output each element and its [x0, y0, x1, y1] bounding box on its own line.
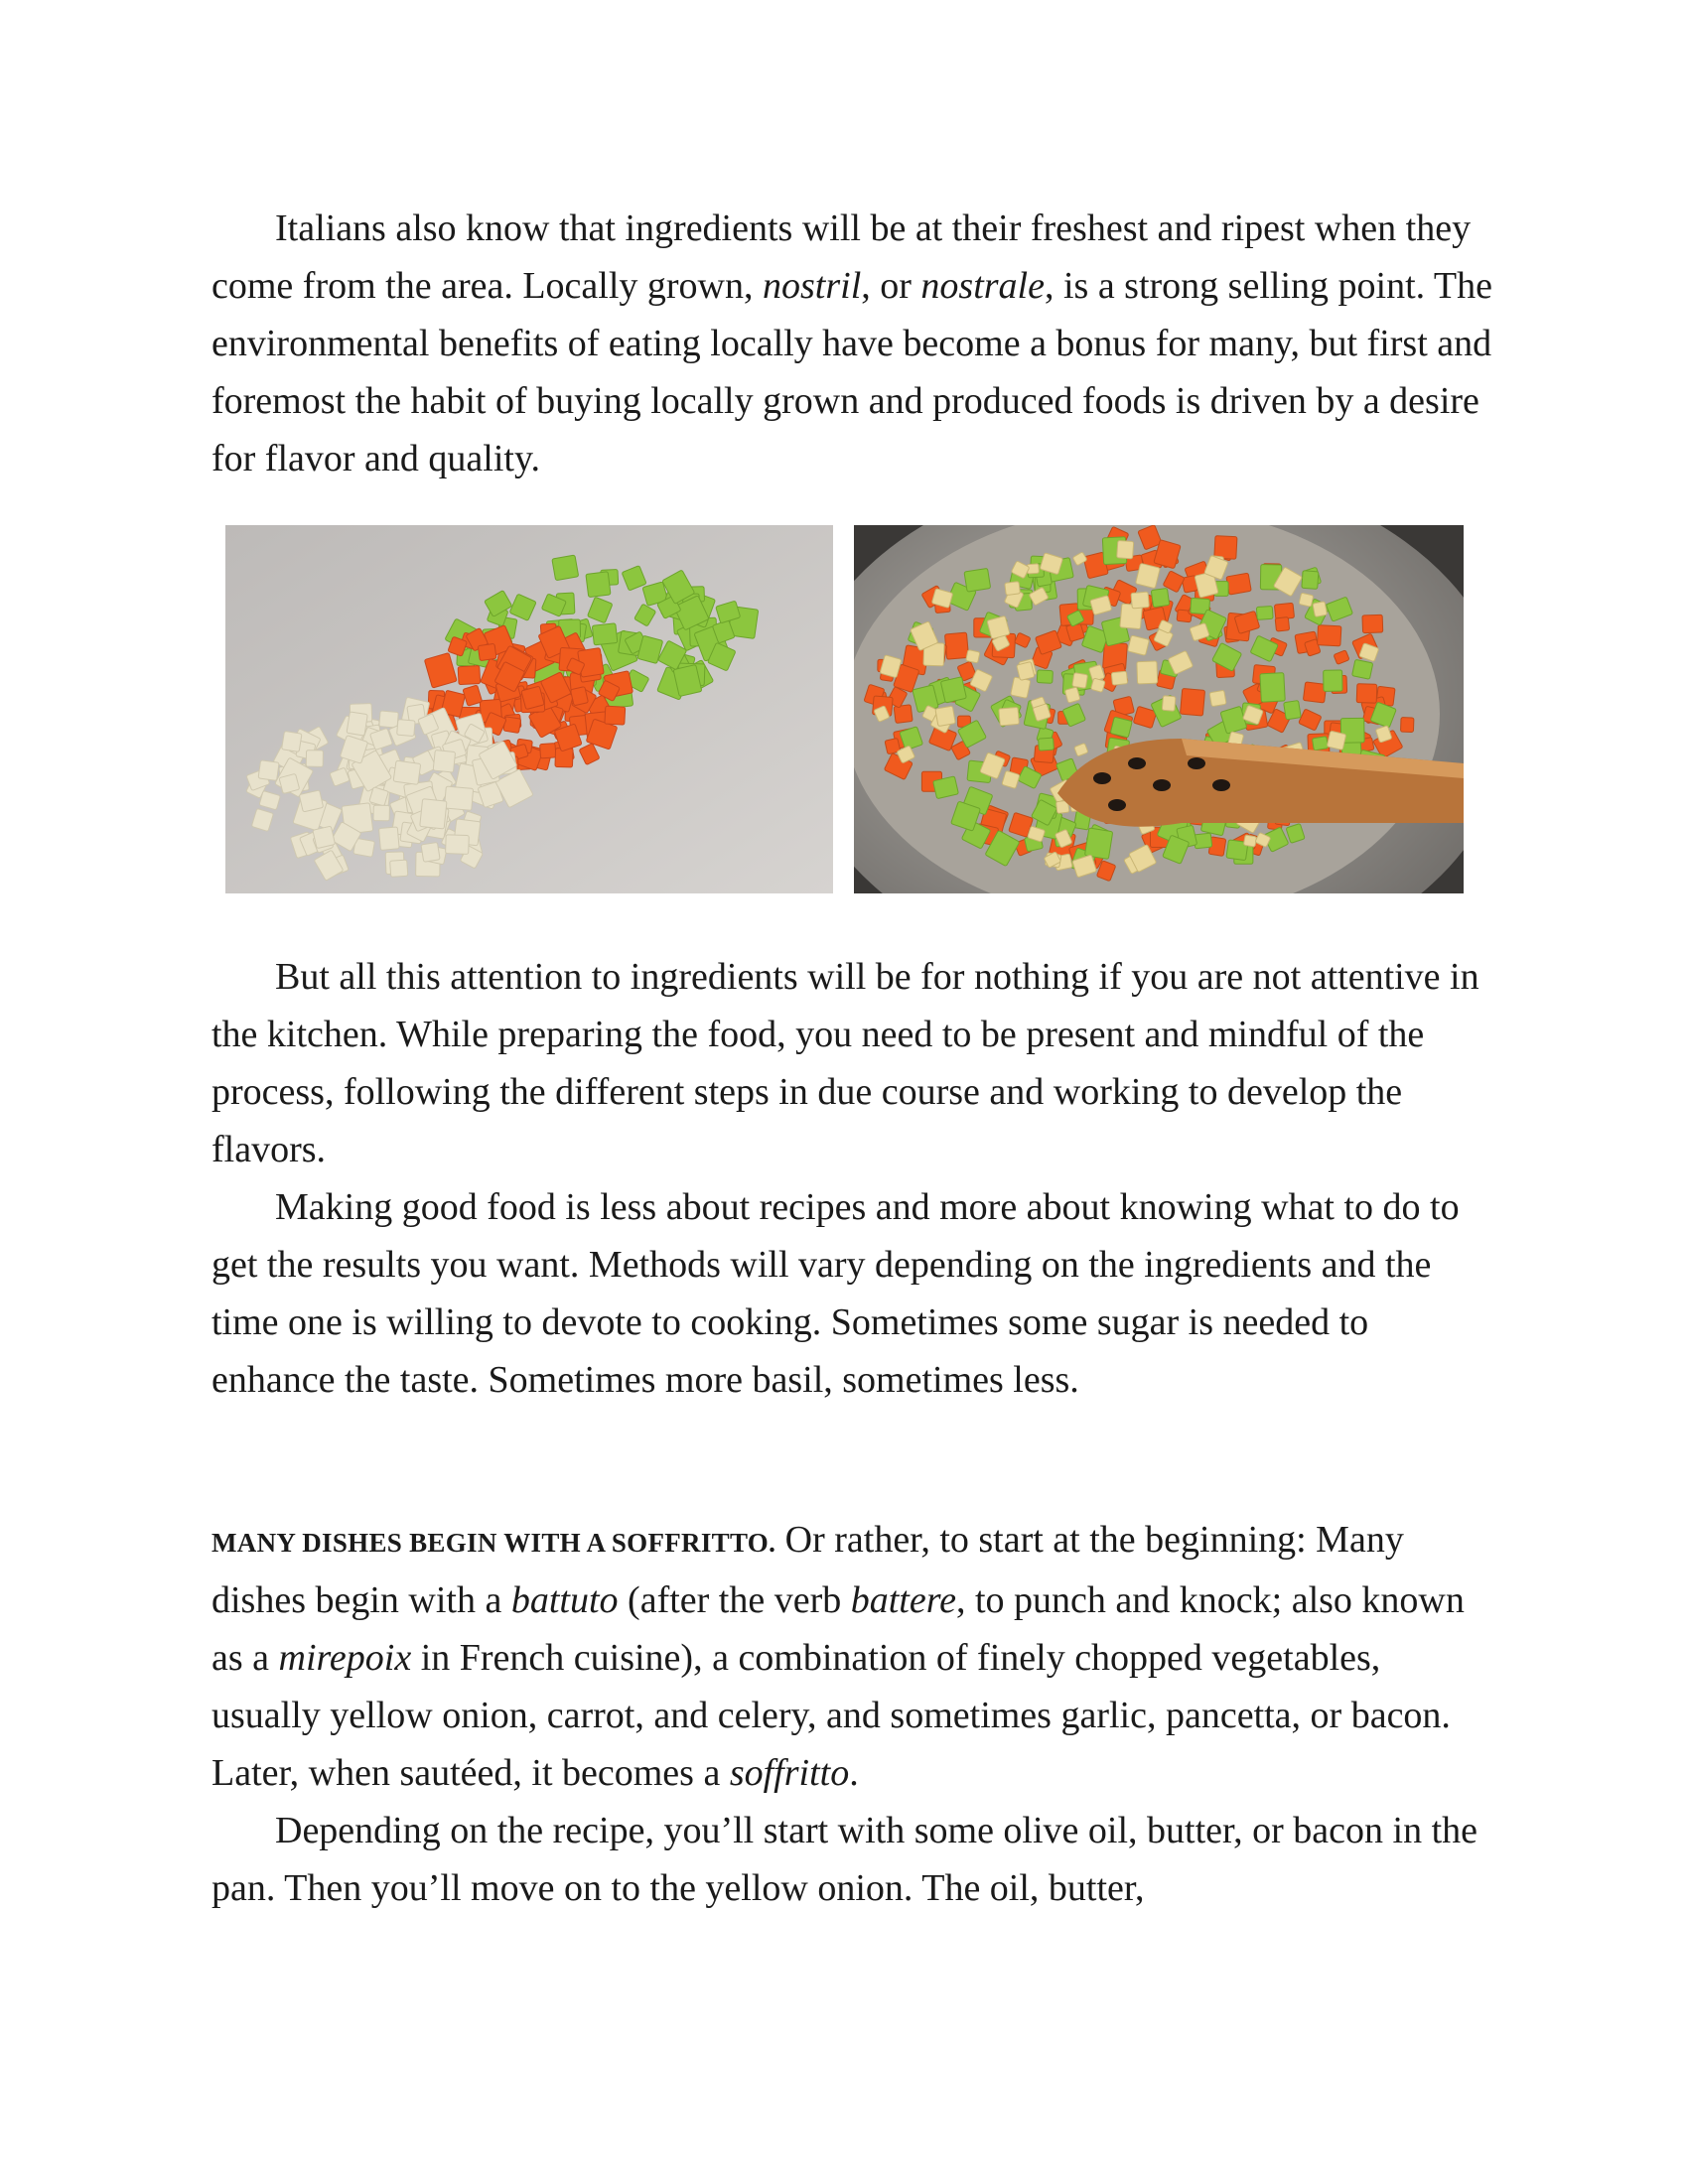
italic-term: battere [850, 1579, 956, 1621]
italic-term: mirepoix [278, 1637, 412, 1679]
italic-term: nostril [763, 265, 862, 307]
kitchen-attention-text [211, 948, 1492, 1409]
italic-term: soffritto [729, 1752, 850, 1794]
soffritto-pan-image [854, 525, 1464, 893]
photo-row [225, 525, 1464, 893]
paragraph-good-food: Making good food is less about recipes and more about knowing what to do to get the results you want. Methods will vary depending on the ingredients and the time one is willing to devote to cooking. Sometimes some sugar is needed to enhance the taste. Sometimes more basil, sometimes less. [211, 1186, 1460, 1401]
chopped-vegetables-image [225, 525, 833, 893]
intro-text [211, 200, 1492, 487]
soffritto-section [211, 1511, 1492, 1917]
italic-term: nostrale [920, 265, 1045, 307]
paragraph-soffritto: MANY DISHES BEGIN WITH A SOFFRITTO. Or rather, to start at the beginning: Many dishes begin with a battuto (after the verb battere, to punch and knock; also known as a mirepoix in French cuisine), a combination of finely chopped vegetables, usually yellow onion, carrot, and celery, and sometimes garlic, pancetta, or bacon. Later, when sautéed, it becomes a soffritto. [211, 1519, 1465, 1794]
chopped-vegetables-photo [225, 525, 833, 893]
paragraph-local-ingredients: Italians also know that ingredients will be at their freshest and ripest when they come from the area. Locally grown, nostril, or nostrale, is a strong selling point. The environmental benefits of eating locally have become a bonus for many, but first and foremost the habit of buying locally grown and produced foods is driven by a desire for flavor and quality. [211, 207, 1493, 479]
run-in-heading: MANY DISHES BEGIN WITH A SOFFRITTO. [211, 1528, 776, 1558]
paragraph-depending: Depending on the recipe, you’ll start with some olive oil, butter, or bacon in the pan. Then you’ll move on to the yellow onion. The oil, butter, [211, 1810, 1478, 1909]
italic-term: battuto [510, 1579, 619, 1621]
soffritto-pan-photo [854, 525, 1464, 893]
paragraph-attentive: But all this attention to ingredients will be for nothing if you are not attentive in the kitchen. While preparing the food, you need to be present and mindful of the process, following the different steps in due course and working to develop the flavors. [211, 956, 1479, 1170]
